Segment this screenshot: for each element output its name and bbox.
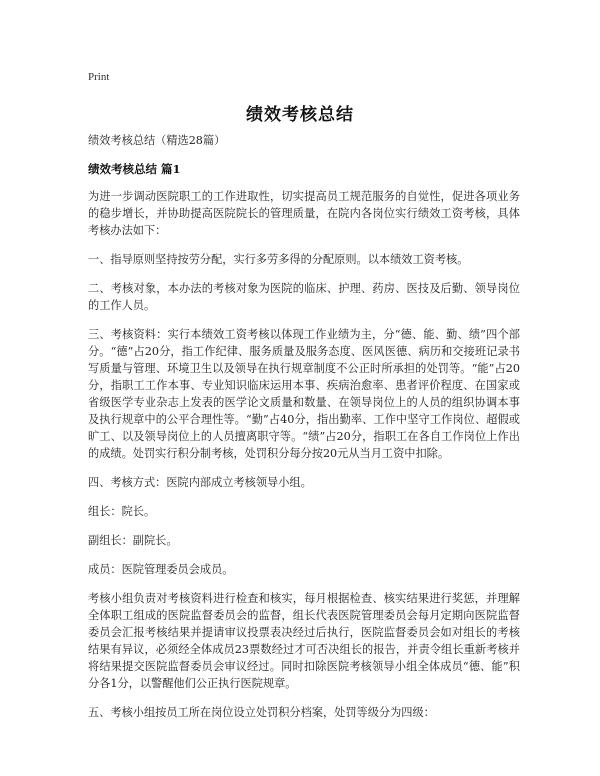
section-heading: 绩效考核总结 篇1 (88, 162, 181, 176)
paragraph-levels: 五、考核小组按员工所在岗位设立处罚积分档案，处罚等级分为四级： (88, 706, 435, 719)
paragraph-intro: 为进一步调动医院职工的工作进取性，切实提高员工规范服务的自觉性，促进各项业务的稳步增长，并协助提高医院院长的管理质量，在院内各岗位实行绩效工资考核，具体考核办法如下： (88, 190, 520, 237)
paragraph-review: 考核小组负责对考核资料进行检查和核实，每月根据检查、核实结果进行奖惩，并理解全体职工组成的医院监督委员会的监督，组长代表医院管理委员会每月定期向医院监督委员会汇报考核结果并提请审议投票表决经过后执行，医院监督委员会如对组长的考核结果有异议，必须经全体成员23票数经过才可否决组长的报告，并责令组长重新考核并将结果提交医院监督委员会审议经过。同时扣除医院考核领导小组全体成员“德、能”积分各1分，以警醒他们公正执行医院规章。 (88, 592, 520, 690)
paragraph-target: 二、考核对象，本办法的考核对象为医院的临床、护理、药房、医技及后勤、领导岗位的工作人员。 (88, 282, 520, 312)
paragraph-deputy: 副组长：副院长。 (88, 534, 178, 547)
document-subtitle: 绩效考核总结（精选28篇） (88, 134, 226, 147)
document-body (88, 132, 520, 733)
paragraph-materials: 三、考核资料：实行本绩效工资考核以体现工作业绩为主，分“德、能、勤、绩”四个部分。“德”占20分，指工作纪律、服务质量及服务态度、医风医德、病历和交接班记录书写质量与管理、环境卫生以及领导在执行规章制度不公正时所承担的处罚等。“能”占20分，指职工工作本事、专业知识临床运用本事、疾病治愈率、患者评价程度、在国家或省级医学专业杂志上发表的医学论文质量和数量、在领导岗位上的人员的组织协调本事及执行规章中的公平合理性等。“勤”占40分，指出勤率、工作中坚守工作岗位、超假或旷工、以及领导岗位上的人员擅离职守等。“绩”占20分，指职工在各自工作岗位上作出的成绩。处罚实行积分制考核，处罚积分每分按20元从当月工资中扣除。 (88, 328, 520, 460)
paragraph-members: 成员：医院管理委员会成员。 (88, 563, 234, 576)
paragraph-leader: 组长：院长。 (88, 505, 156, 518)
paragraph-principle: 一、指导原则坚持按劳分配，实行多劳多得的分配原则。以本绩效工资考核。 (88, 253, 469, 266)
paragraph-method: 四、考核方式：医院内部成立考核领导小组。 (88, 476, 312, 489)
page-title: 绩效考核总结 (246, 105, 354, 125)
print-link[interactable]: Print (88, 71, 110, 83)
